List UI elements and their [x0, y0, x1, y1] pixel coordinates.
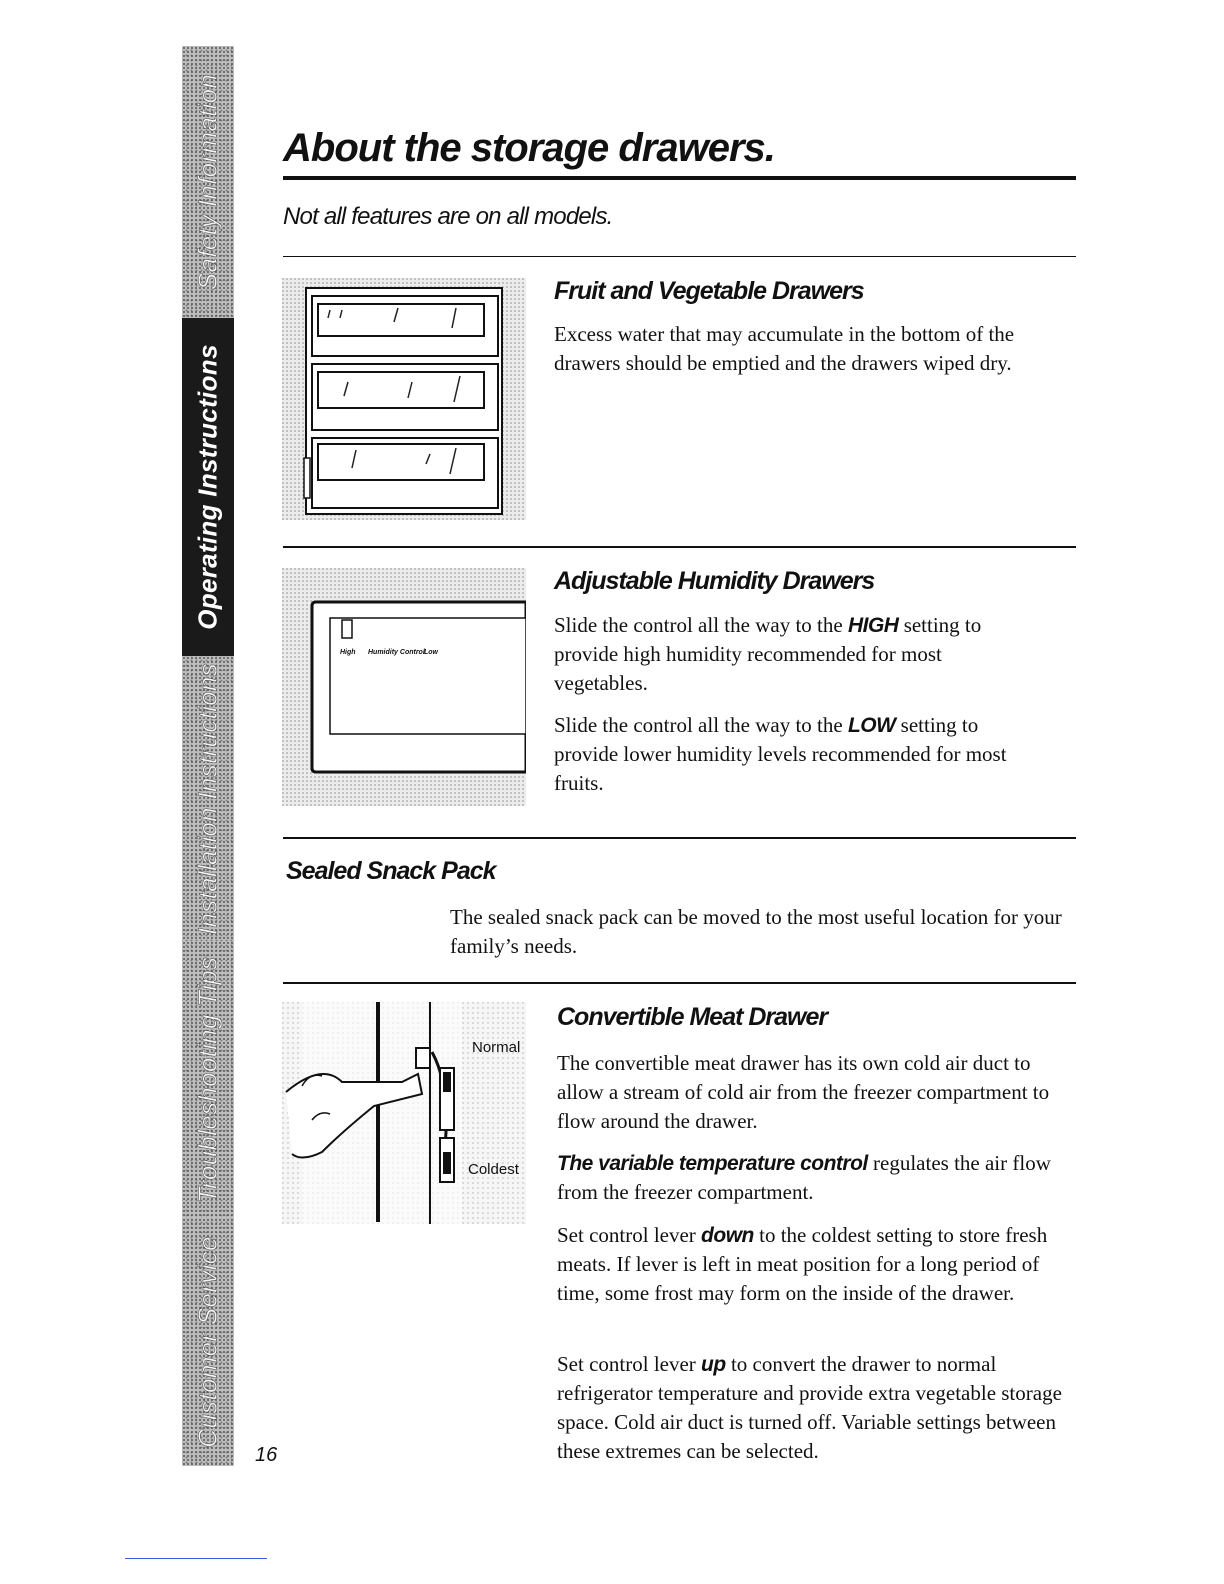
tab-label: Operating Instructions: [192, 344, 223, 630]
section-divider: [283, 546, 1076, 548]
fruit-drawers-illustration: [282, 278, 526, 520]
meat-drawer-control-illustration: [282, 1002, 526, 1224]
meat-heading: Convertible Meat Drawer: [557, 1003, 828, 1031]
tab-label: Safety Information: [192, 73, 223, 291]
page-number: 16: [255, 1444, 278, 1466]
title-rule: [283, 176, 1076, 180]
snack-text: The sealed snack pack can be moved to the most useful location for your family’s needs.: [450, 905, 1062, 958]
humidity-heading: Adjustable Humidity Drawers: [554, 567, 875, 595]
tab-customer-service[interactable]: [182, 1218, 234, 1466]
humidity-drawer-illustration: [282, 568, 526, 806]
lever-label-coldest: Coldest: [468, 1161, 519, 1178]
page-subtitle: Not all features are on all models.: [283, 203, 613, 230]
section-tab-strip: [182, 46, 234, 1466]
tab-label: Troubleshooting Tips: [192, 956, 223, 1203]
tab-label: Customer Service: [192, 1236, 223, 1448]
section-divider: [283, 256, 1076, 257]
meat-paragraph-2: The variable temperature control regulates the air flow from the freezer compartment.: [557, 1151, 1051, 1204]
lever-label-normal: Normal: [472, 1039, 521, 1056]
meat-paragraph-1: The convertible meat drawer has its own cold air duct to allow a stream of cold air from the freezer compartment to flow around the drawer.: [557, 1051, 1050, 1133]
tab-installation-instructions[interactable]: [182, 656, 234, 941]
meat-paragraph-4: Set control lever up to convert the drawer to normal refrigerator temperature and provide extra vegetable storage space. Cold air duct is turned off. Variable settings between these extremes can be selected.: [557, 1352, 1062, 1463]
section-divider: [283, 837, 1076, 839]
humidity-label-low: Low: [424, 649, 438, 656]
fruit-heading: Fruit and Vegetable Drawers: [554, 277, 864, 305]
tab-operating-instructions[interactable]: [182, 318, 234, 656]
humidity-paragraph-1: Slide the control all the way to the HIGH setting to provide high humidity recommended for most vegetables.: [554, 613, 982, 695]
fruit-text: Excess water that may accumulate in the bottom of the drawers should be emptied and the drawers wiped dry.: [554, 322, 1015, 375]
meat-paragraph-3: Set control lever down to the coldest setting to store fresh meats. If lever is left in meat position for a long period of time, some frost may form on the inside of the drawer.: [557, 1223, 1048, 1305]
humidity-label-high: High: [340, 649, 356, 656]
humidity-label-mid: Humidity Control: [368, 649, 425, 656]
section-divider: [283, 982, 1076, 984]
tab-troubleshooting-tips[interactable]: [182, 941, 234, 1218]
tab-safety-information[interactable]: [182, 46, 234, 318]
footer-rule: [125, 1558, 267, 1559]
page-title: About the storage drawers.: [283, 126, 775, 170]
tab-label: Installation Instructions: [192, 662, 223, 935]
humidity-paragraph-2: Slide the control all the way to the LOW setting to provide lower humidity levels recommended for most fruits.: [554, 713, 1007, 795]
snack-heading: Sealed Snack Pack: [286, 857, 496, 885]
